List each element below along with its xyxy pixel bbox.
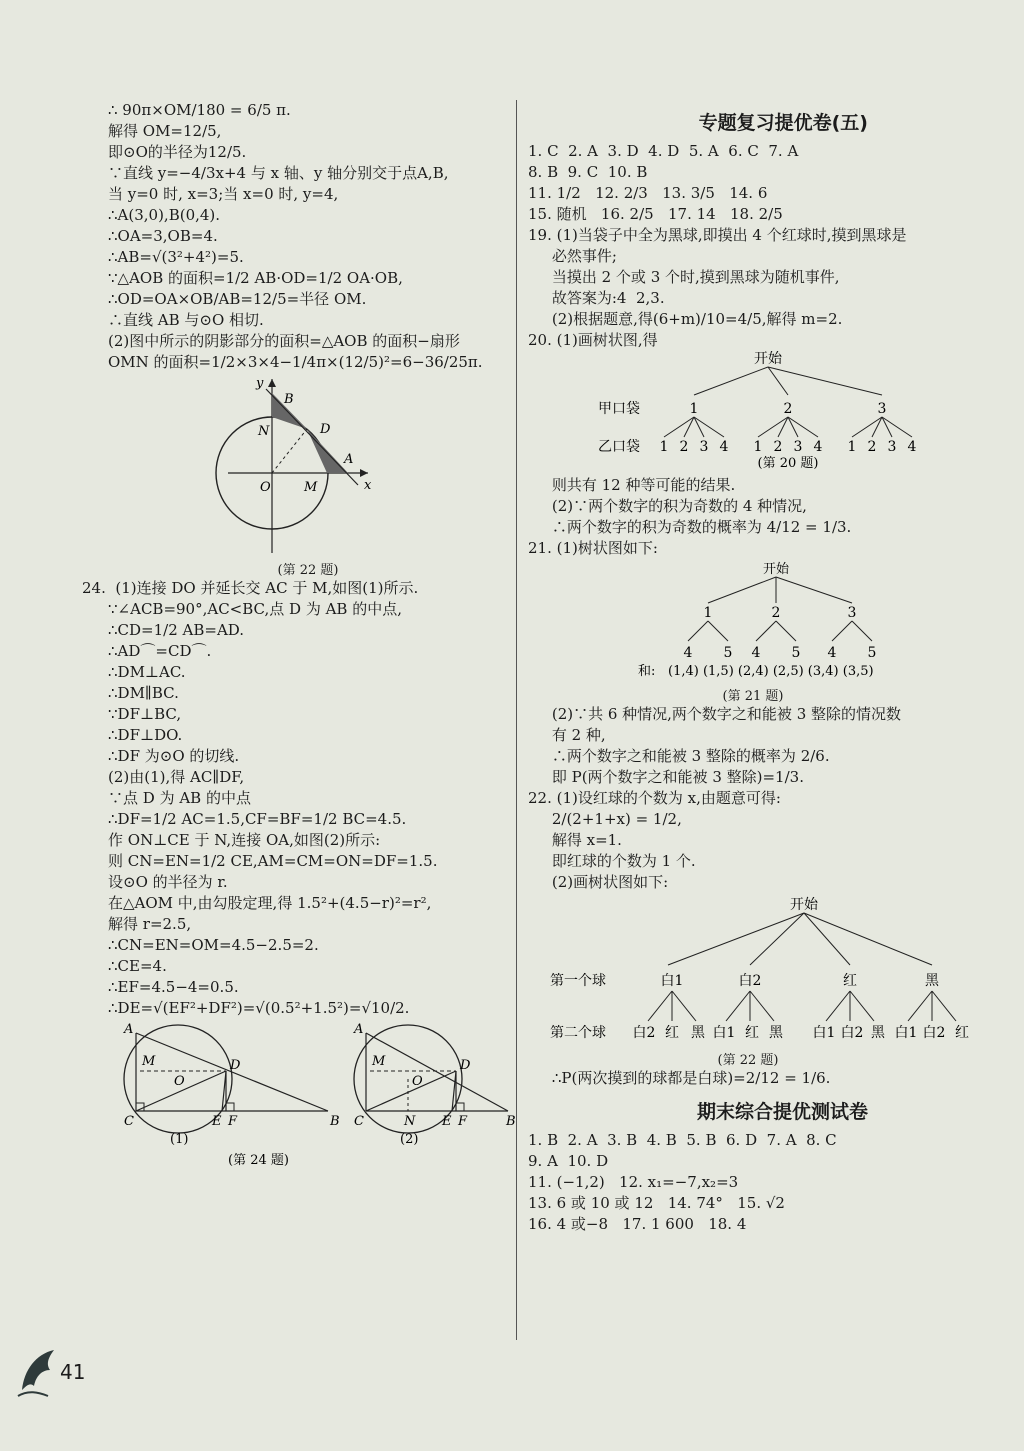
tree-node: 白1: [660, 973, 684, 989]
figure-24-part-1: [123, 1022, 340, 1147]
text-line: ∴DM∥BC.: [108, 684, 179, 702]
text-line: 则 CN=EN=1/2 CE,AM=CM=ON=DF=1.5.: [108, 852, 438, 870]
tree-sum-label: 和:: [638, 664, 656, 679]
tree-leaf: 4: [683, 645, 693, 661]
point-label-o: O: [174, 1074, 185, 1089]
text-line: ∵DF⊥BC,: [108, 705, 182, 723]
tree-node: 2: [783, 401, 793, 417]
point-label-a: A: [344, 452, 354, 467]
tree-leaf: 4: [827, 645, 837, 661]
point-label-d: D: [320, 422, 331, 437]
tree-diagram-21: [528, 559, 988, 687]
tree-caption: (第 20 题): [757, 456, 819, 471]
point-label-o: O: [412, 1074, 423, 1089]
tree-leaf: 1: [753, 439, 763, 455]
figure-22: [108, 373, 508, 563]
text-line: ∴AB=√(3²+4²)=5.: [108, 248, 244, 266]
text-line: ∵点 D 为 AB 的中点: [108, 789, 251, 807]
point-label-b: B: [506, 1114, 516, 1129]
text-line: (2)∵两个数字的积为奇数的 4 种情况,: [528, 497, 807, 515]
text-line: 解得 OM=12/5,: [108, 122, 222, 140]
point-label-d: D: [230, 1058, 241, 1073]
tree-leaf: 4: [751, 645, 761, 661]
tree-diagram-20: [528, 351, 988, 471]
text-line: (2)根据题意,得(6+m)/10=4/5,解得 m=2.: [528, 310, 843, 328]
text-line: ∵∠ACB=90°,AC<BC,点 D 为 AB 的中点,: [108, 600, 402, 618]
tree-root: 开始: [790, 897, 818, 913]
text-line: ∴OA=3,OB=4.: [108, 227, 218, 245]
text-line: ∴两个数字之和能被 3 整除的概率为 2/6.: [528, 747, 830, 765]
tree-row-label: 甲口袋: [598, 401, 640, 417]
text-line: 解得 r=2.5,: [108, 915, 192, 933]
tree-leaf: 5: [791, 645, 801, 661]
text-line: 当摸出 2 个或 3 个时,摸到黑球为随机事件,: [528, 268, 840, 286]
answer-line: 11. 1/2 12. 2/3 13. 3/5 14. 6: [528, 184, 768, 202]
tree-node: 3: [877, 401, 887, 417]
text-line: (2)∵共 6 种情况,两个数字之和能被 3 整除的情况数: [528, 705, 902, 723]
tree-leaf: 2: [867, 439, 877, 455]
text-line: ∴EF=4.5−4=0.5.: [108, 978, 239, 996]
tree-leaf: 5: [867, 645, 877, 661]
point-label-a: A: [354, 1022, 364, 1037]
answer-line: 11. (−1,2) 12. x₁=−7,x₂=3: [528, 1173, 739, 1191]
text-line: 当 y=0 时, x=3;当 x=0 时, y=4,: [108, 185, 339, 203]
section-title-2: 期末综合提优测试卷: [696, 1101, 868, 1123]
tree-leaf: 5: [723, 645, 733, 661]
tree-leaf: 白2: [632, 1025, 656, 1041]
text-line: 作 ON⊥CE 于 N,连接 OA,如图(2)所示:: [108, 831, 381, 849]
tree-diagram-22: [528, 893, 988, 1049]
text-line: 即 P(两个数字之和能被 3 整除)=1/3.: [528, 768, 804, 786]
tree-leaf: 4: [719, 439, 729, 455]
tree-leaf: 1: [659, 439, 669, 455]
tree-leaf: 2: [773, 439, 783, 455]
text-line: (2)图中所示的阴影部分的面积=△AOB 的面积−扇形: [108, 332, 460, 350]
tree-leaf: 白2: [840, 1025, 864, 1041]
tree-row-label: 乙口袋: [598, 439, 640, 455]
point-label-m: M: [304, 480, 318, 495]
tree-leaf: 黑: [871, 1025, 885, 1041]
answer-line: 8. B 9. C 10. B: [528, 163, 648, 181]
point-label-m: M: [372, 1054, 386, 1069]
text-line: ∴AD⌒=CD⌒.: [108, 642, 212, 660]
text-line: OMN 的面积=1/2×3×4−1/4π×(12/5)²=6−36/25π.: [108, 353, 483, 371]
answer-line: 13. 6 或 10 或 12 14. 74° 15. √2: [528, 1194, 785, 1212]
tree-leaf: 红: [745, 1025, 759, 1041]
tree-node: 1: [689, 401, 699, 417]
point-label-n: N: [258, 424, 270, 439]
point-label-f: F: [228, 1114, 238, 1129]
point-label-e: E: [442, 1114, 452, 1129]
tree-node: 2: [771, 605, 781, 621]
axis-label-x: x: [364, 478, 372, 493]
page-number: 41: [60, 1360, 86, 1384]
point-label-e: E: [212, 1114, 222, 1129]
text-line: 有 2 种,: [528, 726, 606, 744]
tree-caption: (第 22 题): [717, 1053, 779, 1068]
text-line: 在△AOM 中,由勾股定理,得 1.5²+(4.5−r)²=r²,: [108, 894, 432, 912]
text-line: ∴CE=4.: [108, 957, 167, 975]
point-label-b: B: [284, 392, 294, 407]
text-line: ∴CN=EN=OM=4.5−2.5=2.: [108, 936, 319, 954]
figure-22-caption: (第 22 题): [277, 563, 339, 578]
tree-root: 开始: [754, 351, 782, 367]
text-line: ∴A(3,0),B(0,4).: [108, 206, 221, 224]
text-line: ∴直线 AB 与⊙O 相切.: [108, 311, 264, 329]
text-line: 即红球的个数为 1 个.: [528, 852, 696, 870]
tree-leaf: 红: [665, 1025, 679, 1041]
text-line: ∴DF⊥DO.: [108, 726, 183, 744]
text-line: ∵△AOB 的面积=1/2 AB·OD=1/2 OA·OB,: [108, 269, 403, 287]
text-line: ∴DF 为⊙O 的切线.: [108, 747, 240, 765]
text-line: ∴DF=1/2 AC=1.5,CF=BF=1/2 BC=4.5.: [108, 810, 407, 828]
tree-leaf: 白1: [712, 1025, 736, 1041]
figure-24-sub2: (2): [400, 1132, 419, 1147]
text-line: ∴DM⊥AC.: [108, 663, 186, 681]
figure-24-caption: (第 24 题): [228, 1153, 289, 1168]
figure-24-sub1: (1): [170, 1132, 189, 1147]
point-label-n: N: [404, 1114, 416, 1129]
tree-node: 红: [843, 973, 857, 989]
axis-label-y: y: [256, 376, 264, 391]
text-line: 19. (1)当袋子中全为黑球,即摸出 4 个红球时,摸到黑球是: [528, 226, 907, 244]
tree-node: 白2: [738, 973, 762, 989]
text-line: 2/(2+1+x) = 1/2,: [528, 810, 682, 828]
text-line: ∴DE=√(EF²+DF²)=√(0.5²+1.5²)=√10/2.: [108, 999, 410, 1017]
text-line: 20. (1)画树状图,得: [528, 331, 658, 349]
tree-node: 黑: [925, 973, 939, 989]
answer-line: 9. A 10. D: [528, 1152, 609, 1170]
right-column: [528, 100, 988, 1235]
tree-leaf: 1: [847, 439, 857, 455]
tree-sums: (1,4) (1,5) (2,4) (2,5) (3,4) (3,5): [668, 664, 874, 679]
tree-leaf: 3: [793, 439, 803, 455]
point-label-c: C: [124, 1114, 134, 1129]
text-line: 解得 x=1.: [528, 831, 622, 849]
tree-node: 1: [703, 605, 713, 621]
text-line: ∴P(两次摸到的球都是白球)=2/12 = 1/6.: [528, 1069, 831, 1087]
answer-line: 1. C 2. A 3. D 4. D 5. A 6. C 7. A: [528, 142, 799, 160]
tree-leaf: 黑: [691, 1025, 705, 1041]
tree-leaf: 白2: [922, 1025, 946, 1041]
text-line: ∵直线 y=−4/3x+4 与 x 轴、y 轴分别交于点A,B,: [108, 164, 449, 182]
tree-node: 3: [847, 605, 857, 621]
section-title-1: 专题复习提优卷(五): [698, 112, 868, 134]
tree-leaf: 3: [887, 439, 897, 455]
text-line: 则共有 12 种等可能的结果.: [528, 476, 736, 494]
text-line: 故答案为:4 2,3.: [528, 289, 665, 307]
tree-leaf: 2: [679, 439, 689, 455]
tree-leaf: 4: [907, 439, 917, 455]
text-line: 21. (1)树状图如下:: [528, 539, 658, 557]
text-line: ∴ 90π×OM/180 = 6/5 π.: [108, 101, 291, 119]
tree-row-label: 第一个球: [550, 973, 606, 989]
point-label-c: C: [354, 1114, 364, 1129]
text-line: 即⊙O的半径为12/5.: [108, 143, 247, 161]
dolphin-logo-icon: [14, 1340, 64, 1400]
figure-24-part-2: [353, 1022, 516, 1147]
text-line: 必然事件;: [528, 247, 617, 265]
tree-caption: (第 21 题): [722, 689, 784, 704]
text-line: ∴两个数字的积为奇数的概率为 4/12 = 1/3.: [528, 518, 852, 536]
text-line: 设⊙O 的半径为 r.: [108, 873, 228, 891]
tree-root: 开始: [762, 562, 790, 577]
figure-24: [78, 1019, 518, 1169]
tree-row-label: 第二个球: [550, 1025, 606, 1041]
tree-leaf: 红: [955, 1025, 969, 1041]
tree-leaf: 黑: [769, 1025, 783, 1041]
text-line: (2)画树状图如下:: [528, 873, 669, 891]
point-label-d: D: [460, 1058, 471, 1073]
text-line: ∴CD=1/2 AB=AD.: [108, 621, 245, 639]
answer-line: 15. 随机 16. 2/5 17. 14 18. 2/5: [528, 205, 783, 223]
answer-line: 1. B 2. A 3. B 4. B 5. B 6. D 7. A 8. C: [528, 1131, 837, 1149]
left-column: [82, 100, 516, 1173]
tree-leaf: 白1: [894, 1025, 918, 1041]
point-label-a: A: [124, 1022, 134, 1037]
text-line: 22. (1)设红球的个数为 x,由题意可得:: [528, 789, 781, 807]
tree-leaf: 3: [699, 439, 709, 455]
answer-line: 16. 4 或−8 17. 1 600 18. 4: [528, 1215, 747, 1233]
point-label-o: O: [260, 480, 271, 495]
text-line: (2)由(1),得 AC∥DF,: [108, 768, 245, 786]
tree-leaf: 4: [813, 439, 823, 455]
point-label-b: B: [330, 1114, 340, 1129]
tree-leaf: 白1: [812, 1025, 836, 1041]
point-label-f: F: [458, 1114, 468, 1129]
text-line: 24. (1)连接 DO 并延长交 AC 于 M,如图(1)所示.: [82, 579, 419, 597]
text-line: ∴OD=OA×OB/AB=12/5=半径 OM.: [108, 290, 367, 308]
point-label-m: M: [142, 1054, 156, 1069]
